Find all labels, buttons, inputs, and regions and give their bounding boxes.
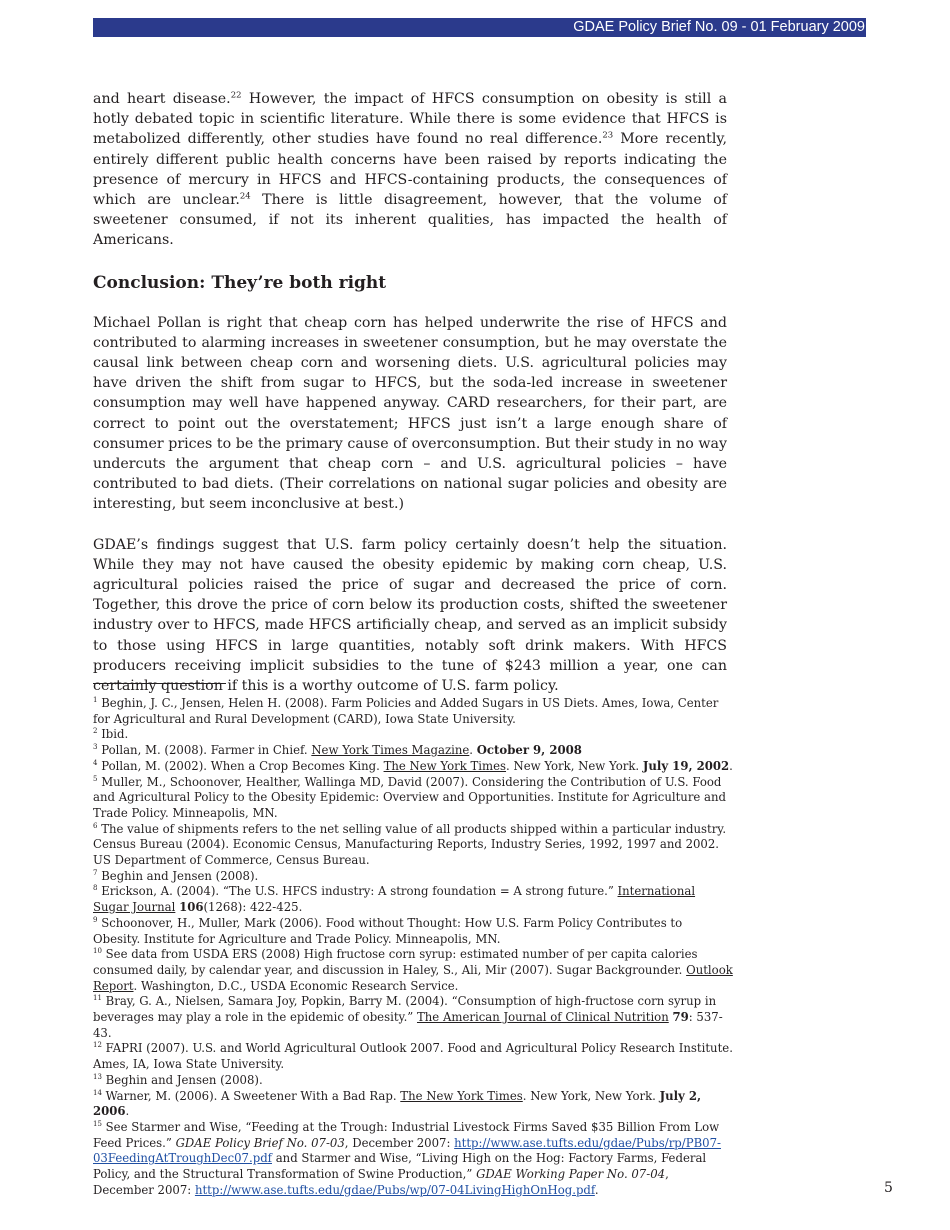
footnote-14: $^{14}$ Warner, M. (2006). A Sweetener With a Bad Rap. The New York Times. New York, New York. July 2, 2006. — [93, 1088, 702, 1119]
paragraph-2: Michael Pollan is right that cheap corn has helped underwrite the rise of HFCS and contributed to alarming increases in sweetener consumption, but he may overstate the causal link between cheap corn and worsening diets. U.S. agricultural policies may have driven the shift from sugar to HFCS, but the soda-led increase in sweetener consumption may well have happened anyway. CARD researchers, for their part, are correct to point out the overstatement; HFCS just isn’t a large enough share of consumer prices to be the primary cause of overconsumption. But their study in no way undercuts the argument that cheap corn – and U.S. agricultural policies – have contributed to bad diets. (Their correlations on national sugar policies and obesity are interesting, but seem inconclusive at best.) — [93, 314, 727, 513]
header-banner — [93, 18, 866, 37]
footnote-divider — [93, 683, 226, 684]
footnote-3: $^3$ Pollan, M. (2008). Farmer in Chief. New York Times Magazine. October 9, 2008 — [93, 743, 582, 758]
header-title: GDAE Policy Brief No. 09 - 01 February 2009 — [573, 19, 865, 35]
footnote-ref-22: 22 — [230, 90, 242, 101]
footnotes — [93, 696, 733, 1199]
footnote-2: $^2$ Ibid. — [93, 727, 129, 742]
p1-text-4: There is little disagreement, however, that the volume of sweetener consumed, if not its inherent qualities, has impacted the health of Americans. — [93, 192, 727, 249]
p1-text-2: However, the impact of HFCS consumption on obesity is still a hotly debated topic in scientific literature. While there is some evidence that HFCS is metabolized differently, other studies have found no real difference. — [93, 91, 727, 148]
paragraph-3: GDAE’s findings suggest that U.S. farm policy certainly doesn’t help the situation. While they may not have caused the obesity epidemic by making corn cheap, U.S. agricultural policies raised the price of sugar and decreased the price of corn. Together, this drove the price of corn below its production costs, shifted the sweetener industry over to HFCS, made HFCS artificially cheap, and served as an implicit subsidy to those using HFCS in large quantities, notably soft drink makers. With HFCS producers receiving implicit subsidies to the tune of $243 million a year, one can certainly question if this is a worthy outcome of U.S. farm policy. — [93, 536, 727, 695]
footnote-ref-24: 24 — [239, 191, 251, 202]
section-heading: Conclusion: They’re both right — [93, 272, 387, 293]
p1-text-1: and heart disease. — [93, 91, 231, 107]
footnote-15: $^{15}$ See Starmer and Wise, “Feeding at the Trough: Industrial Livestock Firms Saved $35 Billion From Low Feed Prices.” GDAE Policy Brief No. 07-03, December 2007: http://www.ase.tufts.edu/gdae/Pubs/rp/PB07-03FeedingAtTroughDec07.pdf and Starmer and Wise, “Living High on the Hog: Factory Farms, Federal Policy, and the Structural Transformation of Swine Production,” GDAE Working Paper No. 07-04, December 2007: http://www.ase.tufts.edu/gdae/Pubs/wp/07-04LivingHighOnHog.pdf. — [93, 1119, 721, 1197]
footnote-9: $^9$ Schoonover, H., Muller, Mark (2006). Food without Thought: How U.S. Farm Policy Contributes to Obesity. Institute for Agriculture and Trade Policy. Minneapolis, MN. — [93, 915, 683, 946]
main-body — [93, 89, 727, 696]
paragraph-1 — [93, 89, 727, 251]
footnote-4: $^4$ Pollan, M. (2002). When a Crop Becomes King. The New York Times. New York, New York. July 19, 2002. — [93, 758, 733, 773]
footnote-8: $^8$ Erickson, A. (2004). “The U.S. HFCS industry: A strong foundation = A strong future.” International Sugar Journal 106(1268): 422-425. — [93, 884, 696, 915]
footnote-6: $^6$ The value of shipments refers to the net selling value of all products shipped within a particular industry. Census Bureau (2004). Economic Census, Manufacturing Reports, Industry Series, 1992, 1997 and 2002. US Department of Commerce, Census Bureau. — [93, 821, 727, 868]
footnote-5: $^5$ Muller, M., Schoonover, Healther, Wallinga MD, David (2007). Considering the Contribution of U.S. Food and Agricultural Policy to the Obesity Epidemic: Overview and Opportunities. Institute for Agriculture and Trade Policy. Minneapolis, MN. — [93, 774, 727, 820]
footnote-13: $^{13}$ Beghin and Jensen (2008). — [93, 1072, 263, 1087]
p1-text-3: More recently, entirely different public health concerns have been raised by reports indicating the presence of mercury in HFCS and HFCS-containing products, the consequences of which are unclear. — [93, 131, 727, 209]
page-number: 5 — [884, 1180, 893, 1196]
footnote-ref-23: 23 — [602, 130, 614, 141]
footnote-link-feeding-trough[interactable]: http://www.ase.tufts.edu/gdae/Pubs/rp/PB07-03FeedingAtTroughDec07.pdf — [93, 1135, 721, 1166]
footnote-link-living-high-hog[interactable]: http://www.ase.tufts.edu/gdae/Pubs/wp/07-04LivingHighOnHog.pdf — [194, 1182, 595, 1197]
footnote-10: $^{10}$ See data from USDA ERS (2008) High fructose corn syrup: estimated number of per capita calories consumed daily, by calendar year, and discussion in Haley, S., Ali, Mir (2007). Sugar Backgrounder. Outlook Report. Washington, D.C., USDA Economic Research Service. — [93, 947, 733, 993]
footnote-11: $^{11}$ Bray, G. A., Nielsen, Samara Joy, Popkin, Barry M. (2004). “Consumption of high-fructose corn syrup in beverages may play a role in the epidemic of obesity.” The American Journal of Clinical Nutrition 79: 537-43. — [93, 994, 723, 1040]
footnote-1: $^1$ Beghin, J. C., Jensen, Helen H. (2008). Farm Policies and Added Sugars in US Diets. Ames, Iowa, Center for Agricultural and Rural Development (CARD), Iowa State University. — [93, 696, 719, 726]
footnote-7: $^7$ Beghin and Jensen (2008). — [93, 868, 259, 883]
footnote-12: $^{12}$ FAPRI (2007). U.S. and World Agricultural Outlook 2007. Food and Agricultural Policy Research Institute. Ames, IA, Iowa State University. — [93, 1041, 733, 1072]
